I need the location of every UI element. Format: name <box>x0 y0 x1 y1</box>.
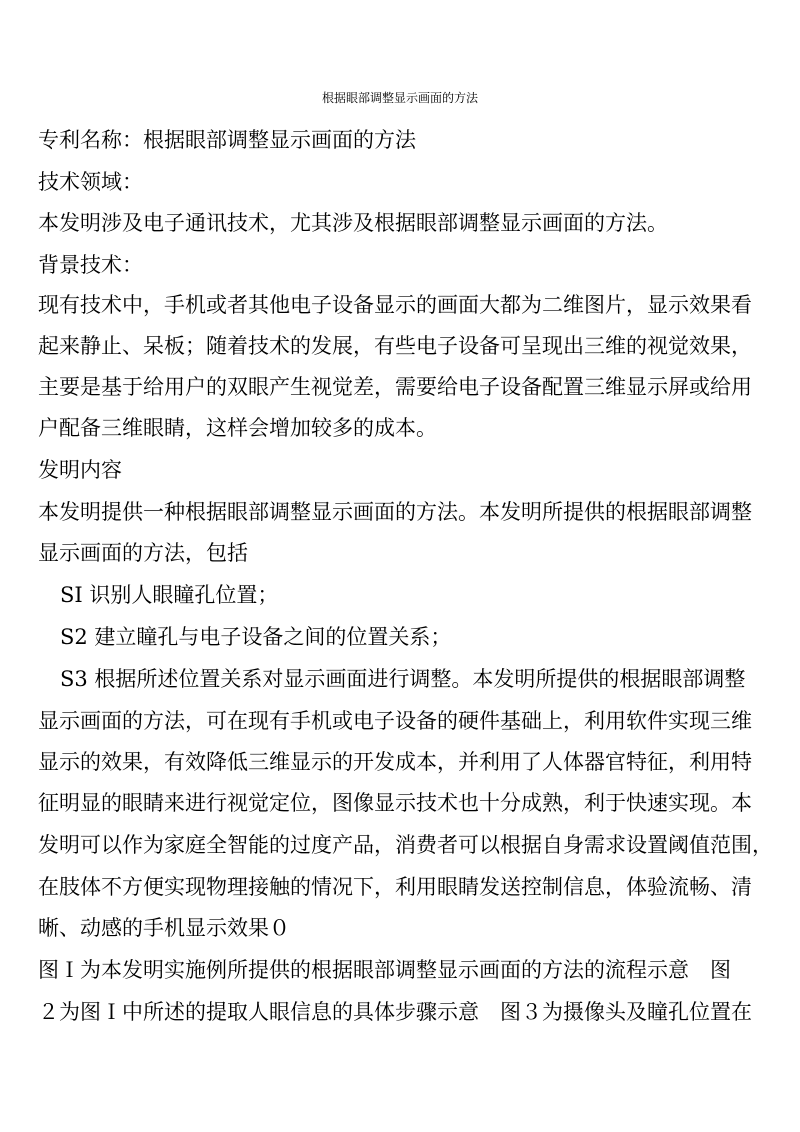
step-item: SI 识别人眼瞳孔位置； <box>60 583 279 607</box>
background-line: 起来静止、呆板；随着技术的发展，有些电子设备可呈现出三维的视觉效果， <box>38 334 752 358</box>
document-title: 根据眼部调整显示画面的方法 <box>321 91 478 105</box>
body-line: 显示的效果，有效降低三维显示的开发成本，并利用了人体器官特征，利用特 <box>38 750 752 774</box>
step-item: S2 建立瞳孔与电子设备之间的位置关系； <box>60 625 452 649</box>
background-line: 户配备三维眼睛，这样会增加较多的成本。 <box>38 416 437 440</box>
body-line: 发明可以作为家庭全智能的过度产品，消费者可以根据自身需求设置阈值范围， <box>38 833 773 857</box>
body-line: 显示画面的方法，可在现有手机或电子设备的硬件基础上，利用软件实现三维 <box>38 709 752 733</box>
background-heading: 背景技术： <box>38 253 143 277</box>
figure-line: 图Ｉ为本发明实施例所提供的根据眼部调整显示画面的方法的流程示意 图 <box>38 958 731 982</box>
content-heading: 发明内容 <box>38 458 122 482</box>
background-line: 现有技术中，手机或者其他电子设备显示的画面大都为二维图片，显示效果看 <box>38 293 752 317</box>
field-heading: 技术领域： <box>38 170 143 194</box>
step-item: S3 根据所述位置关系对显示画面进行调整。本发明所提供的根据眼部调整 <box>60 667 746 691</box>
figure-line: ２为图Ｉ中所述的提取人眼信息的具体步骤示意 图３为摄像头及瞳孔位置在 <box>38 1000 752 1024</box>
body-line: 征明显的眼睛来进行视觉定位，图像显示技术也十分成熟，利于快速实现。本 <box>38 791 752 815</box>
background-line: 主要是基于给用户的双眼产生视觉差，需要给电子设备配置三维显示屏或给用 <box>38 375 752 399</box>
body-line: 在肢体不方便实现物理接触的情况下，利用眼睛发送控制信息，体验流畅、清 <box>38 875 752 899</box>
body-line: 晰、动感的手机显示效果０ <box>38 916 290 940</box>
field-text: 本发明涉及电子通讯技术，尤其涉及根据眼部调整显示画面的方法。 <box>38 211 668 235</box>
content-intro-line: 本发明提供一种根据眼部调整显示画面的方法。本发明所提供的根据眼部调整 <box>38 500 752 524</box>
content-intro-line: 显示画面的方法，包括 <box>38 541 248 565</box>
patent-name: 专利名称：根据眼部调整显示画面的方法 <box>38 128 416 152</box>
